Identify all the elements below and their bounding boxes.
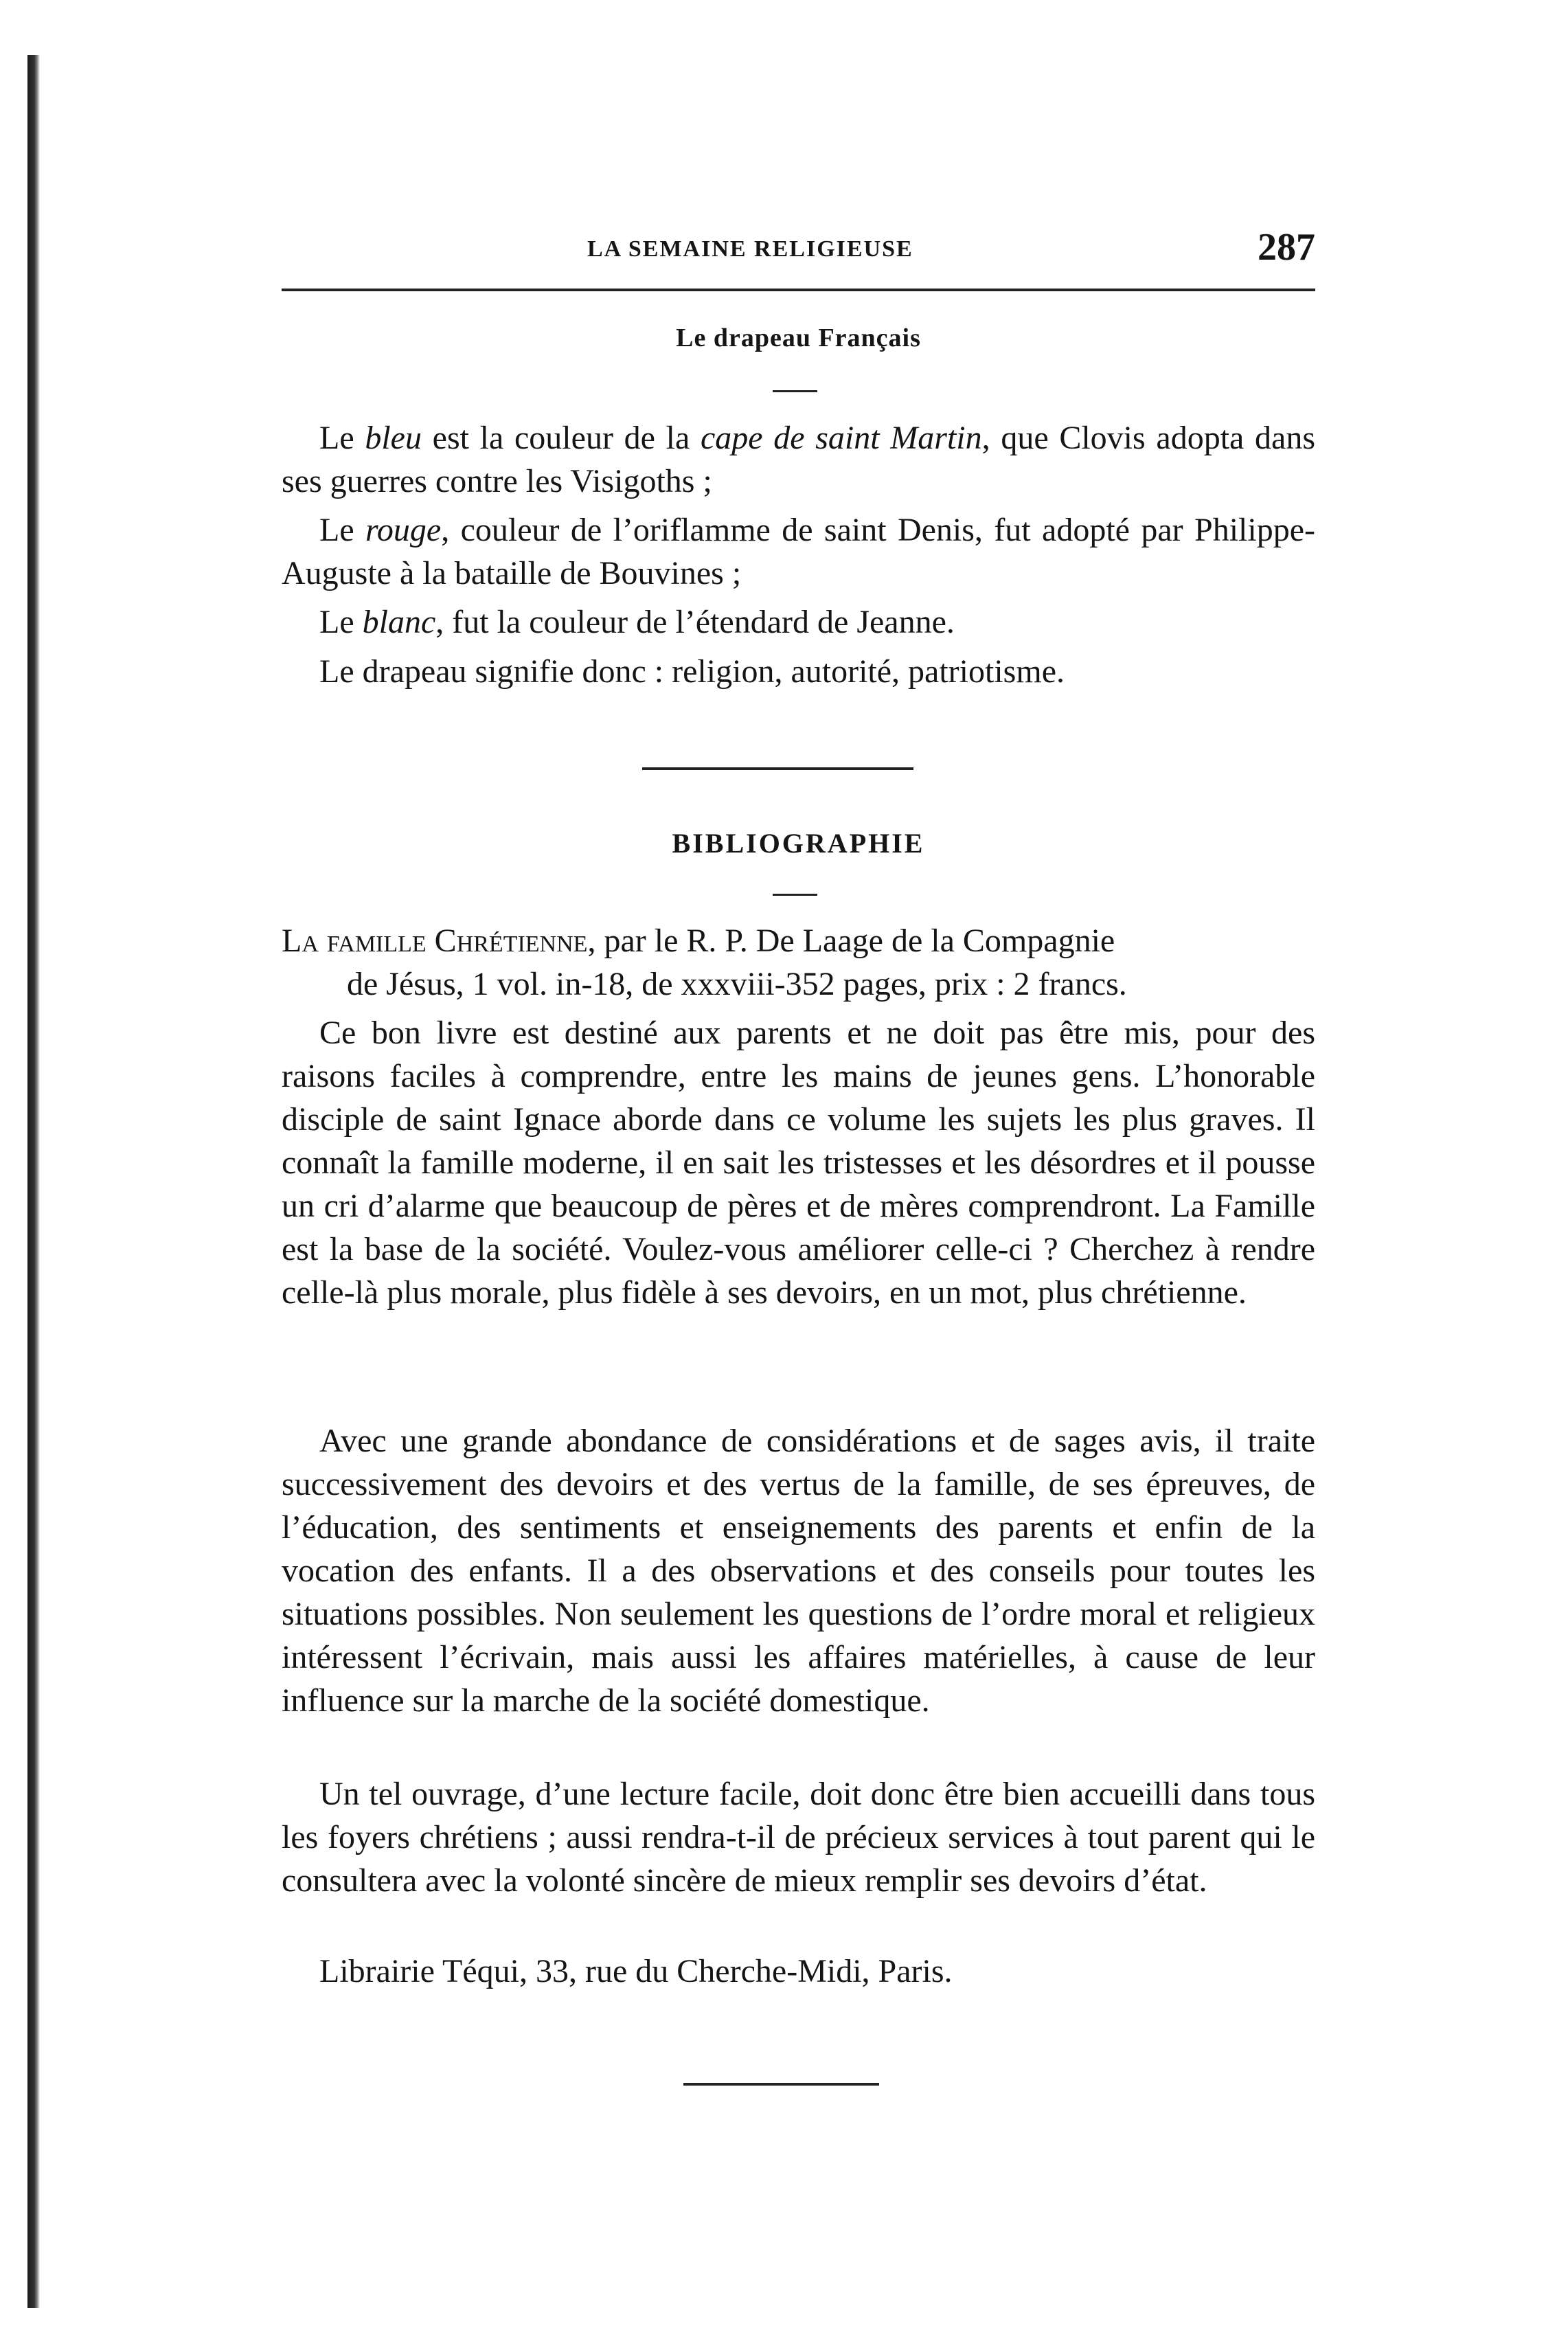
blanc-suffix: , fut la couleur de l’étendard de Jeanne. [435, 604, 955, 640]
review-paragraph-3: Un tel ouvrage, d’une lecture facile, doit donc être bien accueilli dans tous les foyers chrétiens ; aussi rendra-t-il de précieux services à tout parent qui le consultera avec la volonté sincère de mieux remplir ses devoirs d’état. [282, 1776, 1315, 1899]
book-binding-edge [27, 55, 40, 2308]
rouge-word: rouge [365, 512, 442, 548]
running-head [282, 220, 1315, 282]
bibliographie-section-title: BIBLIOGRAPHIE [672, 828, 925, 859]
bleu-prefix: Le [319, 420, 365, 456]
book-entry-author: , par le R. P. De Laage de la Compagnie [587, 923, 1115, 959]
page-number: 287 [1258, 226, 1315, 269]
footer-rule [683, 2083, 879, 2086]
header-rule [282, 289, 1315, 291]
publisher-address: Librairie Téqui, 33, rue du Cherche-Midi, Paris. [319, 1953, 953, 1989]
bleu-word: bleu [365, 420, 422, 456]
section-separator-rule [642, 767, 913, 770]
review-paragraph-2: Avec une grande abondance de considérations et de sages avis, il traite successivement des devoirs et des vertus de la famille, de ses épreuves, de l’éducation, des sentiments et enseignements des parents et enfin de la vocation des enfants. Il a des observations et des conseils pour toutes les situations possibles. Non seulement les questions de l’ordre moral et religieux intéressent l’écrivain, mais aussi les affaires matérielles, à cause de leur influence sur la marche de la société domestique. [282, 1423, 1315, 1719]
book-entry [282, 919, 1315, 1006]
drapeau-conclusion-paragraph: Le drapeau signifie donc : religion, autorité, patriotisme. [319, 653, 1065, 690]
rouge-suffix: , couleur de l’oriflamme de saint Denis, fut adopté par Philippe-Auguste à la bataille de Bouvines ; [282, 512, 1316, 591]
rouge-prefix: Le [319, 512, 366, 548]
review-paragraph-1: Ce bon livre est destiné aux parents et ne doit pas être mis, pour des raisons faciles à comprendre, entre les mains de jeunes gens. L’honorable disciple de saint Ignace aborde dans ce volume les sujets les plus graves. Il connaît la famille moderne, il en sait les tristesses et les désordres et il pousse un cri d’alarme que beaucoup de pères et de mères comprendront. La Famille est la base de la société. Voulez-vous améliorer celle-ci ? Cherchez à rendre celle-là plus morale, plus fidèle à ses devoirs, en un mot, plus chrétienne. [282, 1015, 1315, 1311]
drapeau-blanc-paragraph [282, 600, 1315, 644]
drapeau-bleu-paragraph [282, 416, 1315, 503]
bleu-cape-phrase: cape de saint Martin [700, 420, 982, 456]
running-title: LA SEMAINE RELIGIEUSE [587, 236, 913, 262]
book-title: La famille Chrétienne [282, 923, 588, 959]
drapeau-section-title: Le drapeau Français [676, 324, 921, 352]
blanc-prefix: Le [319, 604, 363, 640]
title-dash [773, 894, 817, 896]
bleu-middle: est la couleur de la [421, 420, 701, 456]
book-entry-details: de Jésus, 1 vol. in-18, de xxxviii-352 pages, prix : 2 francs. [347, 966, 1127, 1002]
blanc-word: blanc [362, 604, 436, 640]
bleu-suffix: , que Clovis adopta dans ses guerres contre les Visigoths ; [282, 420, 1316, 499]
title-dash [773, 390, 817, 392]
drapeau-rouge-paragraph [282, 508, 1315, 595]
